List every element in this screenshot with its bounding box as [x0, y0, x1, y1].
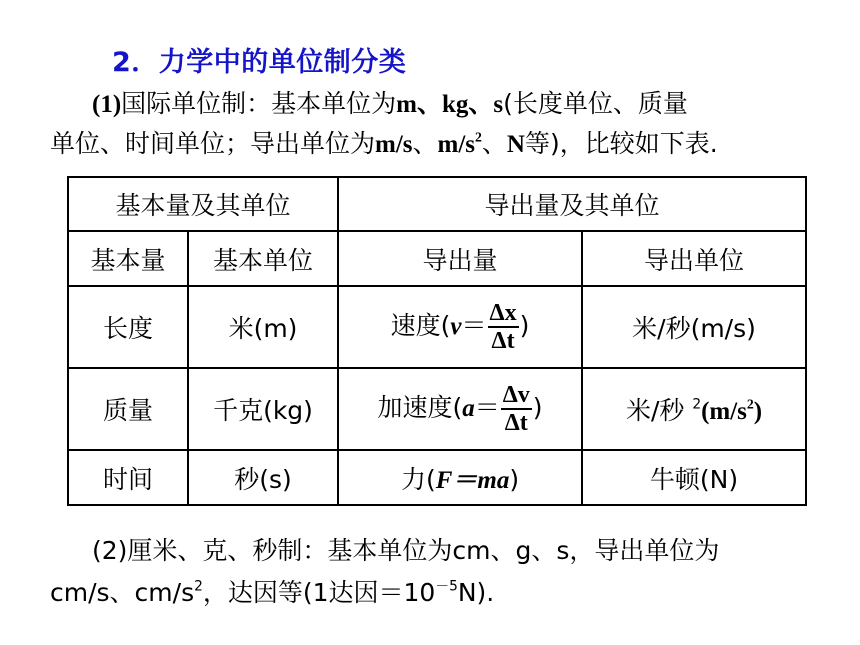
fraction-numerator — [501, 382, 532, 410]
derived-var: a — [462, 395, 475, 422]
col-header-unit: 基本单位 — [188, 231, 338, 286]
cell-derived-unit: 米/秒(m/s) — [582, 286, 806, 368]
numerator-text: Δx — [489, 300, 517, 326]
equals-sign: ＝ — [474, 393, 500, 422]
cell-derived-unit — [582, 368, 806, 450]
unit-ms: m/s — [375, 131, 413, 158]
cell-derived — [338, 286, 582, 368]
paragraph-2-line-2 — [50, 573, 494, 609]
group-header-derived: 导出量及其单位 — [338, 177, 806, 231]
para1-units: m、kg、s — [396, 91, 504, 118]
unit-text: 米(m) — [228, 314, 298, 343]
cell-quantity: 长度 — [68, 286, 188, 368]
unit-sup: 2 — [746, 396, 754, 412]
table-row — [68, 450, 806, 505]
table-group-header-row — [68, 177, 806, 231]
para2-text: ，达因等(1达因＝10 — [202, 578, 436, 607]
equals-sign: ＝ — [461, 311, 487, 340]
cell-quantity: 时间 — [68, 450, 188, 505]
para1-prefix: (1) — [92, 91, 122, 118]
numerator-text: Δv — [502, 382, 530, 408]
fraction-denominator — [501, 410, 532, 436]
unit-ms2-sup: 2 — [475, 129, 482, 145]
separator: 、 — [481, 129, 507, 158]
derived-name: 力( — [400, 464, 436, 494]
fraction-denominator — [488, 328, 519, 354]
denominator-text: Δt — [504, 410, 528, 436]
close-paren: ) — [532, 393, 543, 422]
unit-part: (m/s — [701, 398, 747, 425]
para2-units: cm/s、cm/s — [50, 578, 195, 607]
table-row — [68, 368, 806, 450]
separator: 、 — [412, 129, 438, 158]
unit-ms2 — [438, 131, 482, 158]
para1-tail: (长度单位、质量 — [503, 89, 688, 118]
group-header-basic: 基本量及其单位 — [68, 177, 338, 231]
para2-sup: 2 — [194, 578, 203, 595]
col-header-derived: 导出量 — [338, 231, 582, 286]
table-row — [68, 286, 806, 368]
para2-exponent: －5 — [435, 578, 458, 595]
section-heading: 2．力学中的单位制分类 — [112, 47, 407, 78]
cell-unit: 秒(s) — [188, 450, 338, 505]
cell-unit — [188, 286, 338, 368]
unit-part: ) — [753, 398, 763, 425]
paragraph-2-line-1: (2)厘米、克、秒制：基本单位为cm、g、s，导出单位为 — [92, 536, 720, 565]
para1-line2-tail: 等)，比较如下表. — [524, 129, 718, 158]
col-header-quantity: 基本量 — [68, 231, 188, 286]
unit-n: N — [506, 131, 525, 158]
close-paren: ) — [509, 464, 520, 494]
paragraph-1-line-2 — [50, 124, 718, 160]
denominator-text: Δt — [491, 328, 515, 354]
cell-unit: 千克(kg) — [188, 368, 338, 450]
unit-sup: 2 — [692, 396, 702, 413]
fraction — [501, 382, 532, 436]
derived-name: 速度( — [390, 311, 451, 340]
unit-comparison-table — [67, 176, 807, 506]
derived-formula: F＝ma — [435, 466, 510, 494]
cell-derived — [338, 368, 582, 450]
close-paren: ) — [519, 311, 530, 340]
col-header-derived-unit: 导出单位 — [582, 231, 806, 286]
para1-line2-text: 单位、时间单位；导出单位为 — [50, 129, 376, 158]
cell-quantity: 质量 — [68, 368, 188, 450]
fraction — [488, 300, 519, 354]
unit-ms2-base: m/s — [437, 131, 476, 158]
cell-derived — [338, 450, 582, 505]
table-column-header-row — [68, 231, 806, 286]
cell-derived-unit: 牛顿(N) — [582, 450, 806, 505]
fraction-numerator — [488, 300, 519, 328]
para1-text: 国际单位制：基本单位为 — [121, 89, 397, 118]
derived-name: 加速度( — [377, 393, 463, 422]
para2-tail: N). — [457, 578, 495, 607]
paragraph-1-line-1 — [92, 84, 688, 120]
derived-var: v — [450, 313, 462, 340]
unit-part: 米/秒 — [625, 396, 685, 425]
